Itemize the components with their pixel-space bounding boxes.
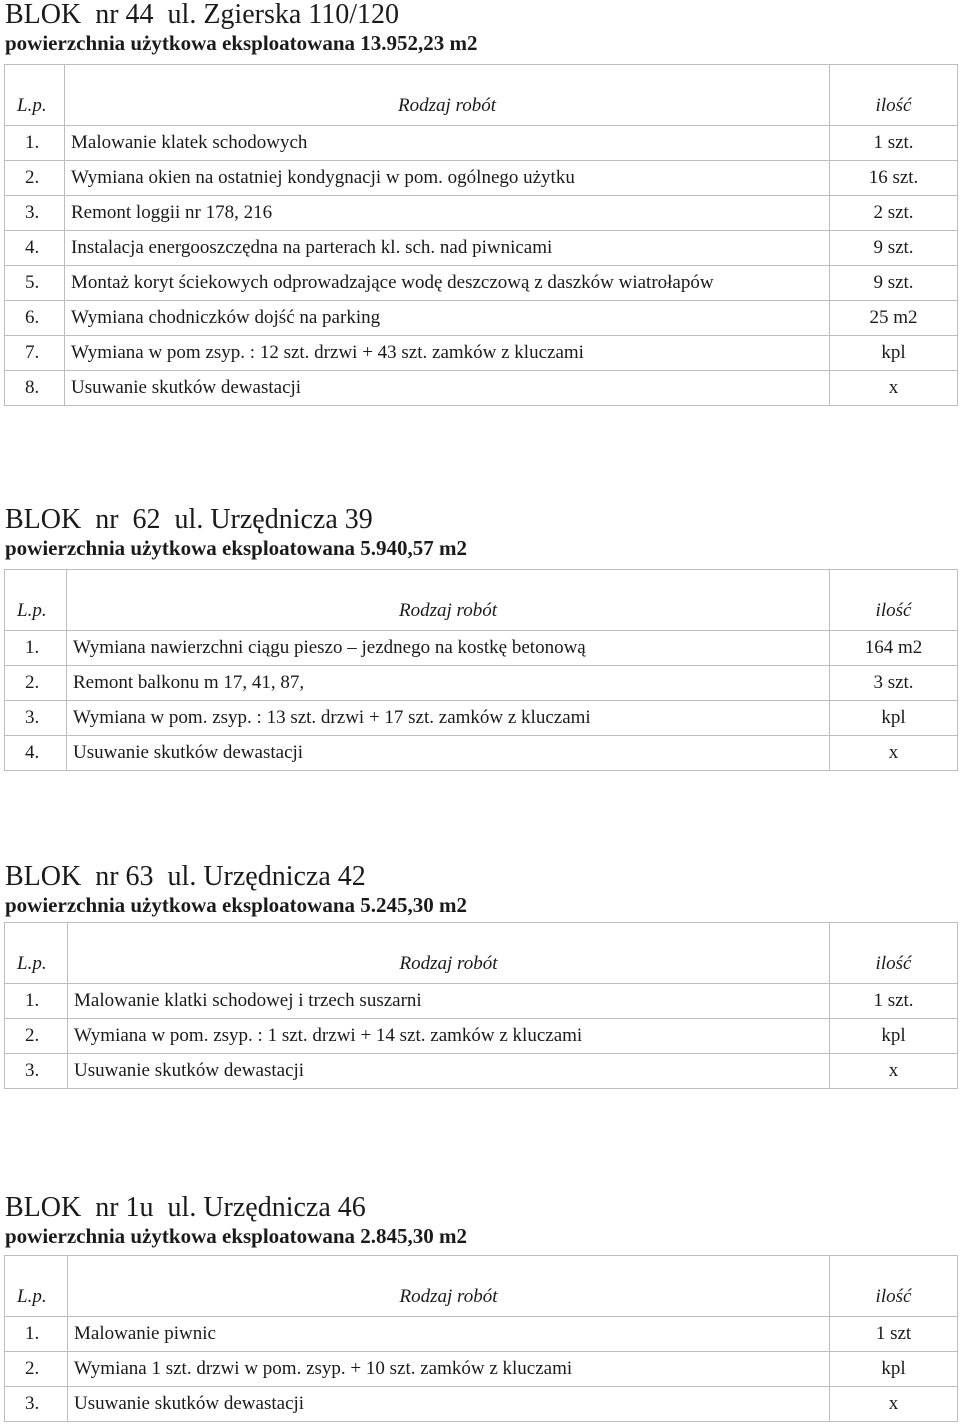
block-area: powierzchnia użytkowa eksploatowana 2.845,30 m2 [5, 1224, 468, 1248]
row-lp: 2. [5, 1352, 68, 1387]
row-work: Wymiana chodniczków dojść na parking [65, 301, 830, 336]
row-qty: kpl [830, 1352, 958, 1387]
row-lp: 1. [5, 1317, 68, 1352]
row-work: Wymiana nawierzchni ciągu pieszo – jezdnego na kostkę betonową [67, 631, 830, 666]
table-row [5, 336, 958, 371]
row-qty: 16 szt. [830, 161, 958, 196]
table-header [5, 570, 958, 631]
row-qty: x [830, 1054, 958, 1089]
table-header [5, 65, 958, 126]
table-row [5, 1054, 958, 1089]
block-title: BLOK nr 1u ul. Urzędnicza 46 [5, 1192, 366, 1223]
row-lp: 6. [5, 301, 65, 336]
header-work: Rodzaj robót [68, 1256, 830, 1317]
row-lp: 3. [5, 196, 65, 231]
table-header [5, 1256, 958, 1317]
row-work: Remont loggii nr 178, 216 [65, 196, 830, 231]
header-lp: L.p. [5, 570, 67, 631]
table-row [5, 196, 958, 231]
row-qty: 164 m2 [830, 631, 958, 666]
table-row [5, 1317, 958, 1352]
row-work: Wymiana w pom zsyp. : 12 szt. drzwi + 43 szt. zamków z kluczami [65, 336, 830, 371]
block-title: BLOK nr 62 ul. Urzędnicza 39 [5, 504, 373, 535]
row-lp: 7. [5, 336, 65, 371]
row-work: Remont balkonu m 17, 41, 87, [67, 666, 830, 701]
row-work: Malowanie piwnic [68, 1317, 830, 1352]
row-qty: x [830, 371, 958, 406]
row-qty: kpl [830, 701, 958, 736]
block-area: powierzchnia użytkowa eksploatowana 5.940,57 m2 [5, 536, 468, 560]
row-work: Malowanie klatek schodowych [65, 126, 830, 161]
row-work: Wymiana w pom. zsyp. : 1 szt. drzwi + 14 szt. zamków z kluczami [68, 1019, 830, 1054]
row-lp: 4. [5, 736, 67, 771]
header-work: Rodzaj robót [65, 65, 830, 126]
row-lp: 1. [5, 126, 65, 161]
header-work: Rodzaj robót [68, 923, 830, 984]
block-area: powierzchnia użytkowa eksploatowana 5.245,30 m2 [5, 893, 468, 917]
works-table [4, 64, 958, 406]
row-lp: 2. [5, 666, 67, 701]
row-qty: 1 szt. [830, 126, 958, 161]
works-table [4, 569, 958, 771]
table-row [5, 371, 958, 406]
row-qty: kpl [830, 336, 958, 371]
row-lp: 3. [5, 701, 67, 736]
table-row [5, 231, 958, 266]
block-title: BLOK nr 44 ul. Zgierska 110/120 [5, 0, 400, 30]
row-work: Montaż koryt ściekowych odprowadzające wodę deszczową z daszków wiatrołapów [65, 266, 830, 301]
row-qty: x [830, 736, 958, 771]
block-title: BLOK nr 63 ul. Urzędnicza 42 [5, 861, 366, 892]
row-work: Wymiana okien na ostatniej kondygnacji w pom. ogólnego użytku [65, 161, 830, 196]
table-row [5, 736, 958, 771]
table-row [5, 666, 958, 701]
row-qty: 9 szt. [830, 266, 958, 301]
header-qty: ilość [830, 570, 958, 631]
header-work: Rodzaj robót [67, 570, 830, 631]
row-lp: 1. [5, 984, 68, 1019]
row-lp: 4. [5, 231, 65, 266]
row-lp: 5. [5, 266, 65, 301]
row-qty: 3 szt. [830, 666, 958, 701]
table-row [5, 984, 958, 1019]
row-work: Wymiana 1 szt. drzwi w pom. zsyp. + 10 szt. zamków z kluczami [68, 1352, 830, 1387]
row-work: Wymiana w pom. zsyp. : 13 szt. drzwi + 17 szt. zamków z kluczami [67, 701, 830, 736]
header-qty: ilość [830, 923, 958, 984]
table-row [5, 701, 958, 736]
row-work: Usuwanie skutków dewastacji [65, 371, 830, 406]
works-table [4, 922, 958, 1089]
row-lp: 1. [5, 631, 67, 666]
table-row [5, 126, 958, 161]
works-table [4, 1255, 958, 1422]
table-header [5, 923, 958, 984]
table-row [5, 631, 958, 666]
header-lp: L.p. [5, 65, 65, 126]
table-row [5, 1387, 958, 1422]
table-row [5, 161, 958, 196]
row-lp: 2. [5, 1019, 68, 1054]
row-qty: x [830, 1387, 958, 1422]
row-lp: 3. [5, 1054, 68, 1089]
header-qty: ilość [830, 1256, 958, 1317]
row-work: Usuwanie skutków dewastacji [68, 1054, 830, 1089]
header-lp: L.p. [5, 1256, 68, 1317]
row-work: Usuwanie skutków dewastacji [67, 736, 830, 771]
row-qty: 9 szt. [830, 231, 958, 266]
row-qty: 2 szt. [830, 196, 958, 231]
table-row [5, 301, 958, 336]
header-qty: ilość [830, 65, 958, 126]
row-lp: 8. [5, 371, 65, 406]
table-row [5, 1352, 958, 1387]
row-qty: 1 szt. [830, 984, 958, 1019]
header-lp: L.p. [5, 923, 68, 984]
row-work: Usuwanie skutków dewastacji [68, 1387, 830, 1422]
row-qty: 1 szt [830, 1317, 958, 1352]
row-qty: kpl [830, 1019, 958, 1054]
row-lp: 2. [5, 161, 65, 196]
row-qty: 25 m2 [830, 301, 958, 336]
table-row [5, 1019, 958, 1054]
row-lp: 3. [5, 1387, 68, 1422]
row-work: Malowanie klatki schodowej i trzech suszarni [68, 984, 830, 1019]
table-row [5, 266, 958, 301]
row-work: Instalacja energooszczędna na parterach kl. sch. nad piwnicami [65, 231, 830, 266]
block-area: powierzchnia użytkowa eksploatowana 13.952,23 m2 [5, 31, 478, 55]
